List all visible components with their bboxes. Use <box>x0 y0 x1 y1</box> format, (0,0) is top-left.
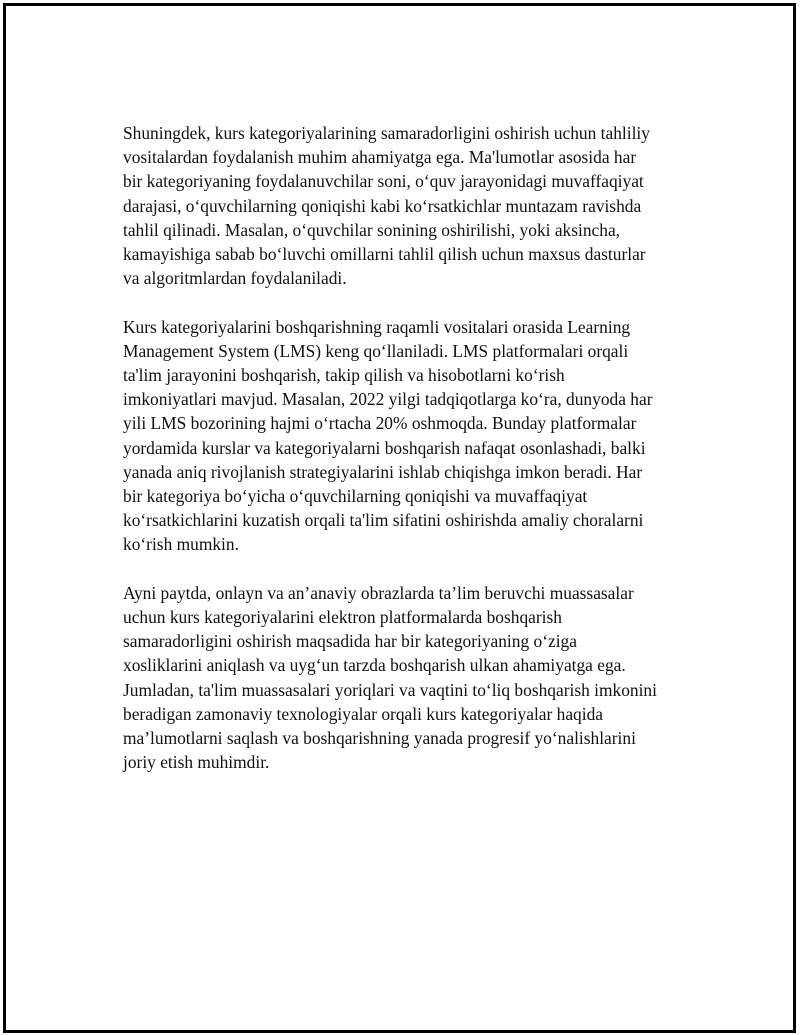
paragraph-lms-systems: Kurs kategoriyalarini boshqarishning raqamli vositalari orasida Learning Management System (LMS) keng qo‘llaniladi. LMS platformalari orqali ta'lim jarayonini boshqarish, takip qilish va hisobotlarni ko‘rish imkoniyatlari mavjud. Masalan, 2022 yilgi tadqiqotlarga ko‘ra, dunyoda har yili LMS bozorining hajmi o‘rtacha 20% oshmoqda. Bunday platformalar yordamida kurslar va kategoriyalarni boshqarish nafaqat osonlashadi, balki yanada aniq rivojlanish strategiyalarini ishlab chiqishga imkon beradi. Har bir kategoriya bo‘yicha o‘quvchilarning qoniqishi va muvaffaqiyat ko‘rsatkichlarini kuzatish orqali ta'lim sifatini oshirishda amaliy choralarni ko‘rish mumkin. <box>123 316 653 555</box>
paragraph-electronic-platforms: Ayni paytda, onlayn va an’anaviy obrazlarda ta’lim beruvchi muassasalar uchun kurs kategoriyalarini elektron platformalarda boshqarish samaradorligini oshirish maqsadida har bir kategoriyaning o‘ziga xosliklarini aniqlash va uyg‘un tarzda boshqarish ulkan ahamiyatga ega. Jumladan, ta'lim muassasalari yoriqlari va vaqtini to‘liq boshqarish imkonini beradigan zamonaviy texnologiyalar orqali kurs kategoriyalar haqida ma’lumotlarni saqlash va boshqarishning yanada progresif yo‘nalishlarini joriy etish muhimdir. <box>123 582 657 773</box>
document-body <box>123 121 713 799</box>
page-border-frame <box>3 3 796 1033</box>
paragraph-analytics-tools: Shuningdek, kurs kategoriyalarining samaradorligini oshirish uchun tahliliy vositalardan foydalanish muhim ahamiyatga ega. Ma'lumotlar asosida har bir kategoriyaning foydalanuvchilar soni, o‘quv jarayonidagi muvaffaqiyat darajasi, o‘quvchilarning qoniqishi kabi ko‘rsatkichlar muntazam ravishda tahlil qilinadi. Masalan, o‘quvchilar sonining oshirilishi, yoki aksincha, kamayishiga sabab bo‘luvchi omillarni tahlil qilish uchun maxsus dasturlar va algoritmlardan foydalaniladi. <box>123 123 650 289</box>
